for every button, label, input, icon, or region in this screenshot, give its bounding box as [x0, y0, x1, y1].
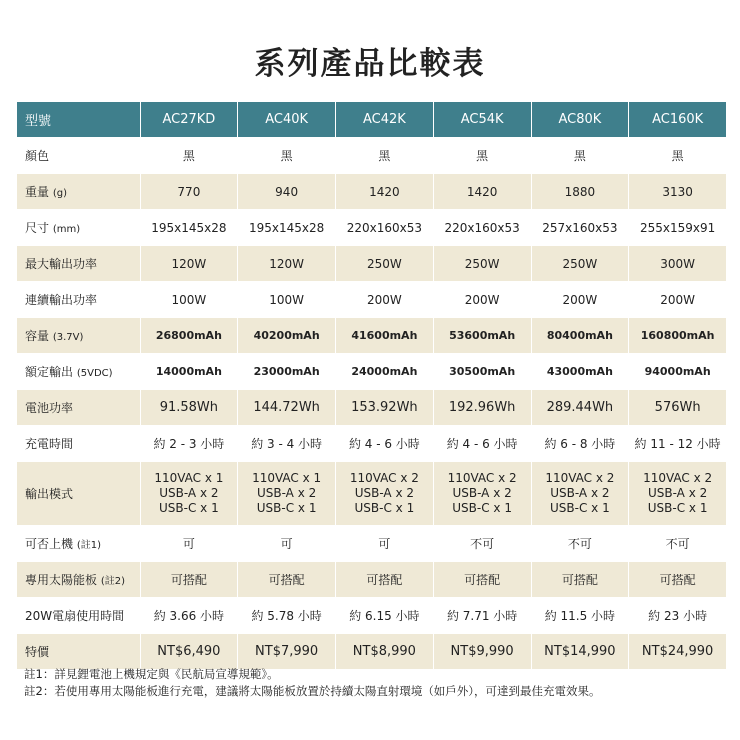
table-cell: 200W — [433, 282, 531, 318]
row-label-text: 專用太陽能板 — [25, 573, 98, 587]
table-cell: NT$8,990 — [336, 634, 434, 670]
table-cell: 可 — [238, 526, 336, 562]
table-cell: 250W — [433, 246, 531, 282]
table-cell — [336, 462, 434, 526]
table-cell: 約 6 - 8 小時 — [531, 426, 629, 462]
output-line: USB-C x 1 — [256, 501, 317, 515]
row-label — [17, 318, 140, 354]
output-line: USB-A x 2 — [256, 486, 317, 500]
row-label-text: 最大輸出功率 — [25, 257, 98, 271]
row-label — [17, 462, 140, 526]
table-row — [17, 462, 727, 526]
table-cell: 黑 — [531, 138, 629, 174]
table-cell: 可 — [140, 526, 238, 562]
table-cell: 1880 — [531, 174, 629, 210]
table-cell: 53600mAh — [433, 318, 531, 354]
row-label-text: 電池功率 — [25, 401, 74, 415]
table-row — [17, 318, 727, 354]
row-label — [17, 390, 140, 426]
table-row — [17, 634, 727, 670]
table-cell: 可搭配 — [336, 562, 434, 598]
row-label-unit: (註2) — [100, 576, 126, 587]
footnotes — [24, 666, 601, 700]
table-cell: 120W — [238, 246, 336, 282]
table-cell: 192.96Wh — [433, 390, 531, 426]
output-line: USB-A x 2 — [647, 486, 708, 500]
table-cell: 約 5.78 小時 — [238, 598, 336, 634]
output-line: USB-C x 1 — [647, 501, 708, 515]
row-label-text: 顏色 — [25, 149, 50, 163]
table-cell: NT$9,990 — [433, 634, 531, 670]
output-line: USB-C x 1 — [452, 501, 512, 515]
output-line: 110VAC x 2 — [545, 471, 615, 485]
table-cell: 26800mAh — [140, 318, 238, 354]
table-cell: 80400mAh — [531, 318, 629, 354]
table-cell: 約 4 - 6 小時 — [433, 426, 531, 462]
table-cell: 可搭配 — [238, 562, 336, 598]
table-cell: 24000mAh — [336, 354, 434, 390]
row-label — [17, 354, 140, 390]
output-line: 110VAC x 2 — [447, 471, 517, 485]
page-title: 系列產品比較表 — [254, 46, 486, 82]
table-cell: 195x145x28 — [140, 210, 238, 246]
table-row — [17, 138, 727, 174]
table-cell: 約 3 - 4 小時 — [238, 426, 336, 462]
table-cell: 黑 — [433, 138, 531, 174]
table-cell: 160800mAh — [629, 318, 727, 354]
output-line: 110VAC x 2 — [643, 471, 713, 485]
table-cell: 153.92Wh — [336, 390, 434, 426]
table-cell: 200W — [629, 282, 727, 318]
table-cell: 195x145x28 — [238, 210, 336, 246]
table-cell — [238, 462, 336, 526]
table-cell: 220x160x53 — [336, 210, 434, 246]
table-row — [17, 390, 727, 426]
table-cell — [531, 462, 629, 526]
table-cell: 14000mAh — [140, 354, 238, 390]
table-cell: 黑 — [238, 138, 336, 174]
table-cell: NT$7,990 — [238, 634, 336, 670]
table-cell: 200W — [531, 282, 629, 318]
table-cell: 不可 — [531, 526, 629, 562]
table-cell: 940 — [238, 174, 336, 210]
row-label — [17, 138, 140, 174]
model-header: AC54K — [433, 102, 531, 138]
row-label-text: 尺寸 — [25, 221, 50, 235]
output-line: USB-C x 1 — [354, 501, 415, 515]
output-line: USB-A x 2 — [550, 486, 610, 500]
note-1: 註1：詳見鋰電池上機規定與《民航局宣導規範》。 — [24, 667, 279, 681]
output-line: USB-A x 2 — [452, 486, 512, 500]
table-cell: 120W — [140, 246, 238, 282]
table-cell: 1420 — [433, 174, 531, 210]
table-cell: 289.44Wh — [531, 390, 629, 426]
output-line: 110VAC x 1 — [154, 471, 224, 485]
table-cell: 可搭配 — [433, 562, 531, 598]
table-cell: 約 4 - 6 小時 — [336, 426, 434, 462]
table-cell: 1420 — [336, 174, 434, 210]
table-cell: 770 — [140, 174, 238, 210]
row-label — [17, 282, 140, 318]
table-cell: 黑 — [336, 138, 434, 174]
table-cell — [140, 462, 238, 526]
header-label: 型號 — [17, 102, 140, 138]
table-cell: 30500mAh — [433, 354, 531, 390]
table-row — [17, 562, 727, 598]
table-row — [17, 526, 727, 562]
table-cell: 43000mAh — [531, 354, 629, 390]
table-cell: 576Wh — [629, 390, 727, 426]
table-cell: 100W — [238, 282, 336, 318]
table-row — [17, 354, 727, 390]
table-cell: 可 — [336, 526, 434, 562]
output-line: USB-A x 2 — [354, 486, 415, 500]
model-header: AC27KD — [140, 102, 238, 138]
row-label-text: 連續輸出功率 — [25, 293, 98, 307]
row-label-text: 充電時間 — [25, 437, 74, 451]
table-cell: 約 3.66 小時 — [140, 598, 238, 634]
table-row — [17, 282, 727, 318]
table-cell: NT$6,490 — [140, 634, 238, 670]
output-line: USB-C x 1 — [159, 501, 219, 515]
output-line: 110VAC x 1 — [252, 471, 322, 485]
row-label — [17, 174, 140, 210]
table-cell: 100W — [140, 282, 238, 318]
table-cell — [629, 462, 727, 526]
table-cell: 200W — [336, 282, 434, 318]
table-cell: 約 23 小時 — [629, 598, 727, 634]
table-cell: 41600mAh — [336, 318, 434, 354]
row-label-text: 20W電扇使用時間 — [25, 609, 125, 623]
row-label-text: 容量 — [25, 329, 50, 343]
output-line: USB-C x 1 — [550, 501, 610, 515]
output-line: USB-A x 2 — [159, 486, 219, 500]
table-row — [17, 246, 727, 282]
table-cell: 約 11 - 12 小時 — [629, 426, 727, 462]
row-label-unit: (g) — [52, 188, 67, 199]
table-cell: 約 2 - 3 小時 — [140, 426, 238, 462]
row-label — [17, 526, 140, 562]
row-label — [17, 598, 140, 634]
row-label — [17, 634, 140, 670]
table-cell: 257x160x53 — [531, 210, 629, 246]
table-cell: 不可 — [433, 526, 531, 562]
row-label-unit: (5VDC) — [76, 368, 113, 379]
table-cell: 40200mAh — [238, 318, 336, 354]
row-label-unit: (註1) — [76, 540, 102, 551]
table-cell: 250W — [531, 246, 629, 282]
row-label — [17, 426, 140, 462]
table-cell: 220x160x53 — [433, 210, 531, 246]
table-cell: 94000mAh — [629, 354, 727, 390]
table-cell: 91.58Wh — [140, 390, 238, 426]
row-label-unit: (3.7V) — [52, 332, 84, 343]
table-cell: NT$14,990 — [531, 634, 629, 670]
model-header: AC42K — [336, 102, 434, 138]
table-cell: 約 7.71 小時 — [433, 598, 531, 634]
table-cell: 可搭配 — [531, 562, 629, 598]
comparison-table — [17, 102, 727, 670]
note-2: 註2：若使用專用太陽能板進行充電，建議將太陽能板放置於持續太陽直射環境（如戶外），可達到最佳充電效果。 — [24, 684, 601, 698]
row-label — [17, 210, 140, 246]
table-cell: 144.72Wh — [238, 390, 336, 426]
row-label — [17, 562, 140, 598]
table-row — [17, 210, 727, 246]
table-cell: 黑 — [629, 138, 727, 174]
table-cell: 250W — [336, 246, 434, 282]
model-header: AC40K — [238, 102, 336, 138]
table-cell — [433, 462, 531, 526]
row-label — [17, 246, 140, 282]
table-cell: 255x159x91 — [629, 210, 727, 246]
header-row — [17, 102, 727, 138]
table-cell: 約 11.5 小時 — [531, 598, 629, 634]
model-header: AC80K — [531, 102, 629, 138]
table-cell: 黑 — [140, 138, 238, 174]
table-cell: 可搭配 — [140, 562, 238, 598]
row-label-text: 特價 — [25, 645, 50, 659]
table-row — [17, 598, 727, 634]
table-cell: 23000mAh — [238, 354, 336, 390]
table-cell: NT$24,990 — [629, 634, 727, 670]
table-row — [17, 426, 727, 462]
table-row — [17, 174, 727, 210]
row-label-unit: (mm) — [52, 224, 81, 235]
table-cell: 約 6.15 小時 — [336, 598, 434, 634]
row-label-text: 可否上機 — [25, 537, 74, 551]
table-cell: 不可 — [629, 526, 727, 562]
model-header: AC160K — [629, 102, 727, 138]
table-cell: 3130 — [629, 174, 727, 210]
row-label-text: 額定輸出 — [25, 365, 74, 379]
row-label-text: 重量 — [25, 185, 50, 199]
row-label-text: 輸出模式 — [25, 487, 74, 501]
table-cell: 300W — [629, 246, 727, 282]
table-cell: 可搭配 — [629, 562, 727, 598]
output-line: 110VAC x 2 — [349, 471, 419, 485]
